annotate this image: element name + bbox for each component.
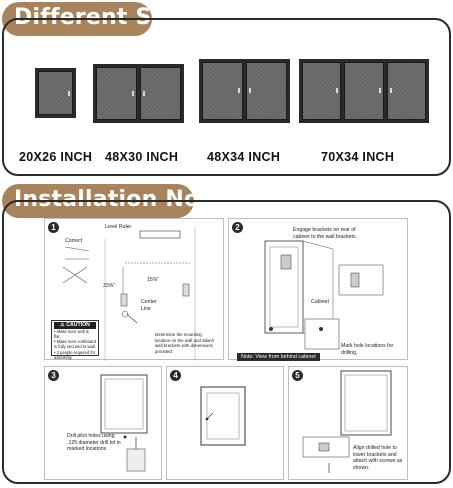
step-4-badge: 4 xyxy=(170,370,181,381)
step-5-box xyxy=(288,366,408,480)
level-ruler-label: Level Ruler xyxy=(105,224,132,230)
step-4-illustration xyxy=(167,367,285,481)
cabinet-70x34 xyxy=(299,59,429,123)
size-label-48x34: 48X34 INCH xyxy=(207,150,281,164)
step-1-badge: 1 xyxy=(48,222,59,233)
step-4-box xyxy=(166,366,284,480)
align-note: Align drilled hole to lower brackets and attach with screws as shown. xyxy=(353,445,403,471)
size-label-20x26: 20X26 INCH xyxy=(19,150,93,164)
size-label-70x34: 70X34 INCH xyxy=(321,150,395,164)
step-2-illustration xyxy=(229,219,409,361)
correct-label: Correct xyxy=(65,238,83,244)
step-2-box xyxy=(228,218,408,360)
different-size-header: Different Size xyxy=(2,2,152,36)
center-line-label: Center Line xyxy=(141,299,157,312)
width-dimension: 15⅜" xyxy=(147,277,159,283)
step-3-illustration xyxy=(45,367,163,481)
step-2-badge: 2 xyxy=(232,222,243,233)
engage-note: Engage brackets on rear of cabinet to the wall brackets. xyxy=(293,227,358,240)
installation-notes-header: Installation Notes xyxy=(2,184,194,218)
mount-note: Determine the mounting location on the wall and attach wall brackets with dimensions provided. xyxy=(155,332,215,354)
step-1-box xyxy=(44,218,224,360)
step-5-badge: 5 xyxy=(292,370,303,381)
caution-text: • Make sure wall is flat. • Make sure corkboard is fully secured to wall. • 2 people required for assembly. xyxy=(54,328,96,360)
cabinet-label: Cabinet xyxy=(311,299,329,305)
caution-box xyxy=(51,320,99,360)
drill-note: Drill pilot holes using .125 diameter drill bit in marked locations xyxy=(67,433,121,452)
height-dimension: 33⅜" xyxy=(103,283,115,289)
cabinet-48x34 xyxy=(199,59,290,123)
caution-title: ⚠ CAUTION xyxy=(54,322,96,329)
cabinet-48x30 xyxy=(93,64,184,123)
step-3-badge: 3 xyxy=(48,370,59,381)
step-3-box xyxy=(44,366,162,480)
cabinet-20x26 xyxy=(35,68,76,118)
mark-note: Mark hole locations for drilling. xyxy=(341,343,394,356)
size-label-48x30: 48X30 INCH xyxy=(105,150,179,164)
view-note: Note: View from behind cabinet xyxy=(237,353,320,361)
